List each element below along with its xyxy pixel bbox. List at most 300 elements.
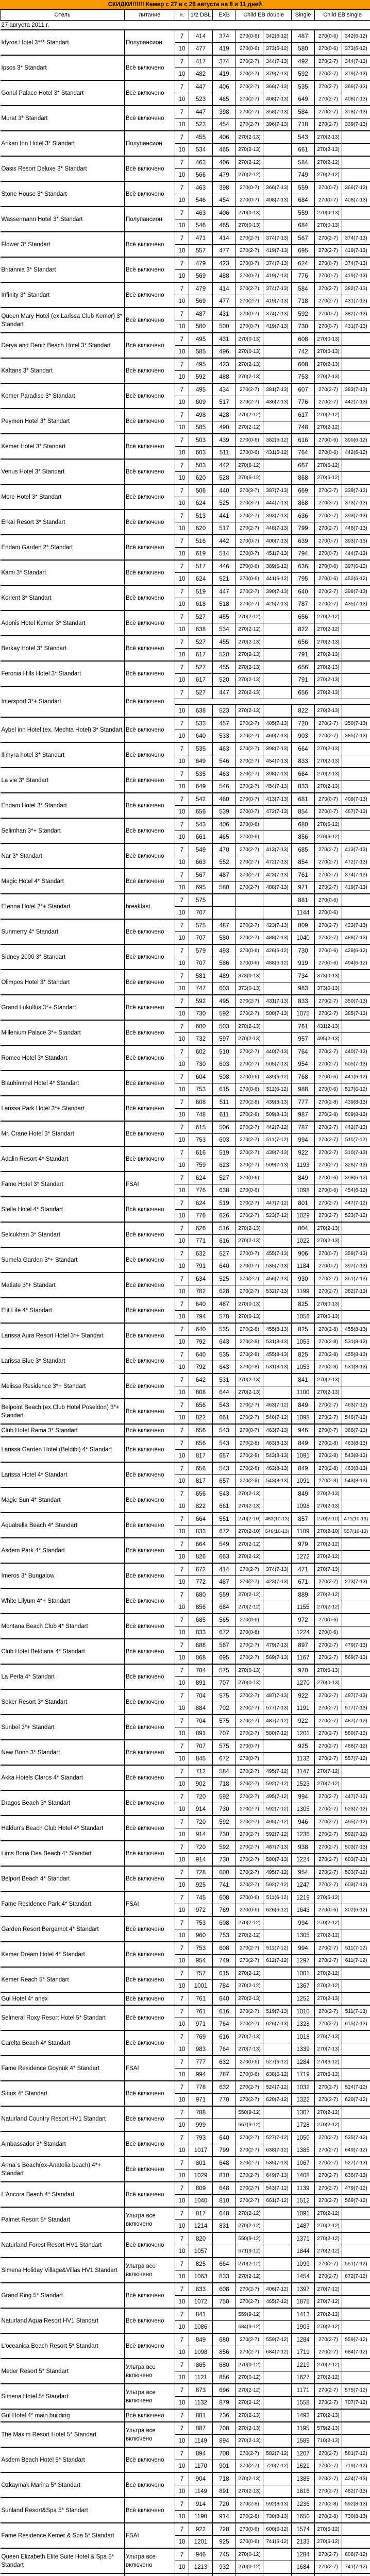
cell-half-dbl: 753 — [189, 1917, 213, 1929]
cell-single: 925 — [292, 1740, 315, 1753]
cell-exb: 465 — [213, 144, 236, 157]
table-row — [1, 919, 370, 932]
cell-child-eb-single-2 — [342, 636, 370, 649]
cell-exb: 567 — [213, 1639, 236, 1652]
cell-child-eb-single-2 — [342, 768, 370, 781]
hotel-name: Fame Residence Goynuk 4* Standart — [1, 2056, 125, 2081]
cell-child-eb-single-1: 270(2-13) — [315, 1487, 342, 1500]
hotel-name: Grand Ring 5* Standart — [1, 2283, 125, 2308]
cell-child-eb-double-1: 270(2-8) — [236, 1336, 263, 1349]
cell-child-eb-double-1: 270(2-12) — [236, 409, 263, 421]
cell-single: 889 — [292, 1588, 315, 1601]
cell-half-dbl: 581 — [189, 970, 213, 982]
table-row — [1, 1146, 370, 1159]
cell-child-eb-single-2 — [342, 686, 370, 699]
cell-single: 809 — [292, 919, 315, 932]
cell-exb: 423 — [213, 358, 236, 371]
cell-nights: 10 — [175, 1260, 189, 1273]
cell-child-eb-single-2: 413(7-13) — [342, 843, 370, 856]
cell-child-eb-single-1: 270(2-7) — [315, 1058, 342, 1071]
cell-exb: 508 — [213, 1071, 236, 1083]
cell-nights: 10 — [175, 2511, 189, 2523]
cell-nights: 10 — [175, 2561, 189, 2574]
cell-half-dbl: 922 — [189, 2523, 213, 2536]
hotel-name: Ambassador 3* Standart — [1, 2131, 125, 2157]
cell-nights: 7 — [175, 1121, 189, 1134]
hotel-name: The Maxim Resort Hotel 5* Standart — [1, 2422, 125, 2447]
hotel-name: Ipsos 3* Standart — [1, 55, 125, 80]
cell-child-eb-single-1: 270(2-7) — [315, 245, 342, 258]
table-row — [1, 2573, 370, 2576]
meal-plan: Ультра все включено — [125, 2422, 175, 2447]
cell-child-eb-double-2: 423(7-13) — [263, 869, 292, 882]
cell-nights: 7 — [175, 2106, 189, 2119]
cell-single: 748 — [292, 421, 315, 434]
meal-plan: Всё включено — [125, 717, 175, 742]
table-row — [1, 1374, 370, 1386]
meal-plan: Всё включено — [125, 2106, 175, 2131]
cell-child-eb-double-1: 270(2-7) — [236, 2081, 263, 2094]
cell-single: 868 — [292, 472, 315, 485]
table-row — [1, 257, 370, 270]
cell-exb: 663 — [213, 1551, 236, 1564]
cell-child-eb-single-1: 270(2-7) — [315, 1159, 342, 1172]
cell-nights: 7 — [175, 944, 189, 957]
cell-child-eb-double-2: 511(7-12) — [263, 1134, 292, 1147]
cell-child-eb-single-2: 419(7-13) — [342, 245, 370, 258]
cell-child-eb-double-1: 270(0-6) — [236, 1071, 263, 1083]
cell-child-eb-single-1: 270(0-6) — [315, 573, 342, 586]
cell-child-eb-double-1: 270(2-7) — [236, 742, 263, 755]
cell-child-eb-single-1: 270(2-8) — [315, 1323, 342, 1336]
cell-child-eb-single-1: 270(0-6) — [315, 1184, 342, 1197]
cell-child-eb-single-2: 442(7-13) — [342, 396, 370, 409]
cell-child-eb-single-2 — [342, 2069, 370, 2081]
cell-child-eb-double-2 — [263, 649, 292, 662]
cell-child-eb-double-2 — [263, 2270, 292, 2283]
cell-single: 664 — [292, 768, 315, 781]
cell-child-eb-single-2 — [342, 705, 370, 718]
hotel-name: Simena Hotel 5* Standart — [1, 2384, 125, 2409]
cell-half-dbl: 616 — [189, 1146, 213, 1159]
cell-single: 559 — [292, 207, 315, 219]
cell-child-eb-single-1: 270(2-7) — [315, 1285, 342, 1298]
cell-half-dbl: 720 — [189, 1841, 213, 1854]
cell-nights: 7 — [175, 919, 189, 932]
table-row — [1, 2106, 370, 2119]
cell-nights: 7 — [175, 510, 189, 522]
cell-half-dbl: 626 — [189, 1222, 213, 1235]
cell-nights: 10 — [175, 1904, 189, 1917]
cell-nights: 10 — [175, 1803, 189, 1816]
cell-child-eb-single-1: 270(0-7) — [315, 1260, 342, 1273]
cell-half-dbl: 891 — [189, 1727, 213, 1740]
cell-single: 777 — [292, 1096, 315, 1109]
cell-nights: 7 — [175, 1020, 189, 1033]
table-row — [1, 1399, 370, 1412]
cell-single: 854 — [292, 806, 315, 819]
cell-single: 1109 — [292, 1526, 315, 1538]
cell-child-eb-single-1: 270(2-13) — [315, 131, 342, 144]
cell-child-eb-single-2: 517(6-12) — [342, 1083, 370, 1096]
cell-child-eb-double-2 — [263, 409, 292, 421]
table-row — [1, 1045, 370, 1058]
meal-plan: Всё включено — [125, 818, 175, 843]
cell-child-eb-single-1: 270(0-7) — [315, 270, 342, 283]
cell-child-eb-single-1: 270(2-7) — [315, 1210, 342, 1223]
cell-exb: 533 — [213, 730, 236, 743]
cell-single: 667 — [292, 459, 315, 472]
cell-child-eb-single-2 — [342, 1980, 370, 1993]
cell-single: 761 — [292, 1020, 315, 1033]
cell-child-eb-single-2 — [342, 2220, 370, 2233]
table-row — [1, 55, 370, 68]
cell-child-eb-double-2: 439(7-13) — [263, 1146, 292, 1159]
table-row — [1, 1298, 370, 1311]
cell-nights: 10 — [175, 1058, 189, 1071]
cell-nights: 10 — [175, 649, 189, 662]
cell-child-eb-double-1: 270(0-6) — [236, 1614, 263, 1626]
cell-nights: 7 — [175, 2157, 189, 2170]
cell-child-eb-single-1: 270(0-6) — [315, 434, 342, 447]
cell-child-eb-double-2: 463(8-13) — [263, 1462, 292, 1475]
cell-child-eb-double-2: 582(7-12) — [263, 2447, 292, 2460]
cell-half-dbl: 498 — [189, 409, 213, 421]
cell-child-eb-double-1: 270(2-7) — [236, 2283, 263, 2296]
cell-nights: 10 — [175, 2435, 189, 2448]
cell-child-eb-double-2 — [263, 1929, 292, 1942]
cell-exb: 644 — [213, 1386, 236, 1399]
hotel-name: Queen Elizabeth Elite Suite Hotel & Spa 5* Standart — [1, 2548, 125, 2573]
cell-child-eb-double-2: 463(7-13) — [263, 1424, 292, 1437]
table-row — [1, 1917, 370, 1929]
cell-single: 764 — [292, 447, 315, 460]
cell-half-dbl: 1149 — [189, 2485, 213, 2498]
cell-child-eb-double-1: 270(2-7) — [236, 245, 263, 258]
cell-child-eb-double-2: 408(7-13) — [263, 194, 292, 207]
cell-child-eb-double-2: 431(7-13) — [263, 995, 292, 1008]
cell-child-eb-single-1: 579(2-13) — [315, 2422, 342, 2435]
cell-single: 1367 — [292, 1980, 315, 1993]
cell-single: 1018 — [292, 2030, 315, 2043]
cell-child-eb-double-2 — [263, 2119, 292, 2132]
cell-nights: 10 — [175, 1134, 189, 1147]
cell-exb: 455 — [213, 611, 236, 623]
cell-child-eb-single-2 — [342, 1626, 370, 1639]
cell-child-eb-double-1: 270(0-6) — [236, 573, 263, 586]
cell-child-eb-double-2: 442(7-12) — [263, 1121, 292, 1134]
cell-child-eb-single-2: 487(7-13) — [342, 1689, 370, 1702]
cell-exb: 741 — [213, 1879, 236, 1892]
cell-exb: 616 — [213, 1235, 236, 1248]
cell-child-eb-single-2 — [342, 970, 370, 982]
cell-child-eb-single-2 — [342, 1033, 370, 1046]
meal-plan: Всё включено — [125, 742, 175, 768]
cell-child-eb-double-1: 270(2-7) — [236, 55, 263, 68]
cell-child-eb-single-1: 270(2-13) — [315, 686, 342, 699]
cell-child-eb-double-1: 270(2-7) — [236, 522, 263, 535]
table-row — [1, 459, 370, 472]
cell-child-eb-single-1: 270(2-7) — [315, 1803, 342, 1816]
cell-child-eb-single-1: 270(2-7) — [315, 1816, 342, 1828]
cell-half-dbl: 506 — [189, 484, 213, 497]
table-row — [1, 1563, 370, 1576]
meal-plan: Ультра все включено — [125, 2359, 175, 2384]
cell-child-eb-double-2: 592(7-12) — [263, 1778, 292, 1791]
cell-single: 1099 — [292, 2258, 315, 2270]
cell-nights: 7 — [175, 686, 189, 699]
cell-half-dbl: 777 — [189, 2056, 213, 2069]
cell-child-eb-single-1: 270(2-12) — [315, 1929, 342, 1942]
cell-exb: 439 — [213, 434, 236, 447]
hotel-name: Stella Hotel 4* Standart — [1, 1197, 125, 1222]
cell-child-eb-double-1: 270(2-7) — [236, 755, 263, 768]
cell-nights: 10 — [175, 1210, 189, 1223]
cell-child-eb-single-1: 270(2-7) — [315, 55, 342, 68]
cell-exb: 528 — [213, 472, 236, 485]
cell-child-eb-double-1: 270(2-12) — [236, 1917, 263, 1929]
cell-child-eb-double-2 — [263, 459, 292, 472]
cell-single: 1199 — [292, 1285, 315, 1298]
cell-child-eb-single-2: 488(7-12) — [342, 1740, 370, 1753]
cell-half-dbl: 624 — [189, 1172, 213, 1184]
table-row — [1, 2030, 370, 2043]
cell-exb: 521 — [213, 573, 236, 586]
cell-child-eb-double-1: 270(2-7) — [236, 106, 263, 118]
cell-child-eb-double-2 — [263, 2207, 292, 2220]
cell-nights: 7 — [175, 2056, 189, 2069]
cell-nights: 7 — [175, 1197, 189, 1210]
cell-child-eb-double-1: 270(2-7) — [236, 2182, 263, 2195]
cell-child-eb-single-2: 494(6-12) — [342, 957, 370, 970]
meal-plan: Всё включено — [125, 585, 175, 611]
cell-half-dbl: 873 — [189, 2384, 213, 2397]
cell-half-dbl: 925 — [189, 1879, 213, 1892]
cell-child-eb-single-2 — [342, 156, 370, 169]
cell-half-dbl: 649 — [189, 781, 213, 793]
hotel-name: Endam Hotel 3* Standart — [1, 793, 125, 818]
cell-exb: 531 — [213, 1374, 236, 1386]
cell-child-eb-double-2 — [263, 131, 292, 144]
cell-child-eb-double-1: 270(2-7) — [236, 1828, 263, 1841]
cell-child-eb-single-1: 270(2-12) — [315, 421, 342, 434]
cell-nights: 7 — [175, 2283, 189, 2296]
meal-plan: Полупансион — [125, 207, 175, 232]
cell-child-eb-double-2: 543(8-13) — [263, 1450, 292, 1463]
meal-plan: Всё включено — [125, 1664, 175, 1689]
cell-child-eb-single-2: 442(6-12) — [342, 447, 370, 460]
cell-half-dbl: 685 — [189, 1614, 213, 1626]
cell-single: 1305 — [292, 1803, 315, 1816]
cell-child-eb-single-1: 270(2-12) — [315, 409, 342, 421]
cell-half-dbl: 894 — [189, 2447, 213, 2460]
cell-child-eb-single-2: 358(7-13) — [342, 1247, 370, 1260]
cell-exb: 442 — [213, 535, 236, 548]
cell-child-eb-single-1: 270(2-7) — [315, 1197, 342, 1210]
cell-half-dbl: 712 — [189, 1765, 213, 1778]
cell-child-eb-single-2: 393(7-13) — [342, 535, 370, 548]
cell-exb: 708 — [213, 2422, 236, 2435]
cell-child-eb-single-2 — [342, 1929, 370, 1942]
cell-child-eb-double-2: 479(7-13) — [263, 1639, 292, 1652]
cell-child-eb-single-1: 270(2-10) — [315, 1526, 342, 1538]
cell-half-dbl: 826 — [189, 1551, 213, 1564]
cell-nights: 10 — [175, 2460, 189, 2473]
cell-half-dbl: 1213 — [189, 2561, 213, 2574]
cell-single: 1371 — [292, 2232, 315, 2245]
cell-half-dbl: 656 — [189, 1462, 213, 1475]
cell-single: 2133 — [292, 2536, 315, 2549]
cell-single: 849 — [292, 1462, 315, 1475]
cell-single: 749 — [292, 169, 315, 182]
table-row — [1, 1172, 370, 1184]
meal-plan: Всё включено — [125, 661, 175, 686]
cell-child-eb-single-2 — [342, 2119, 370, 2132]
cell-half-dbl: 604 — [189, 1071, 213, 1083]
cell-child-eb-single-1: 270(0-6) — [315, 894, 342, 907]
col-single: Single — [292, 10, 315, 21]
hotel-name: White Lilyum 4*+ Standart — [1, 1588, 125, 1614]
cell-nights: 10 — [175, 43, 189, 56]
cell-child-eb-single-2: 431(7-13) — [342, 295, 370, 308]
meal-plan: Всё включено — [125, 2157, 175, 2182]
cell-child-eb-single-2 — [342, 894, 370, 907]
cell-single: 994 — [292, 1790, 315, 1803]
cell-exb: 784 — [213, 1980, 236, 1993]
cell-exb: 891 — [213, 2485, 236, 2498]
hotel-name: Berkay Hotel 3* Standart — [1, 636, 125, 661]
cell-nights: 10 — [175, 1008, 189, 1021]
cell-single: 849 — [292, 1437, 315, 1450]
cell-nights: 10 — [175, 2296, 189, 2309]
cell-child-eb-single-2: 559(7-12) — [342, 2333, 370, 2346]
cell-nights: 7 — [175, 2422, 189, 2435]
cell-half-dbl: 649 — [189, 755, 213, 768]
cell-child-eb-double-2 — [263, 371, 292, 384]
cell-nights: 10 — [175, 396, 189, 409]
hotel-name: Larissa Aura Resort Hotel 3*+ Standart — [1, 1323, 125, 1348]
hotel-name: Ozkaymak Marina 5* Standart — [1, 2472, 125, 2498]
cell-child-eb-double-1: 270(2-7) — [236, 2296, 263, 2309]
meal-plan: Всё включено — [125, 919, 175, 944]
table-row — [1, 181, 370, 194]
cell-child-eb-double-1: 270(2-12) — [236, 1980, 263, 1993]
hotel-name: Murat 3* Standart — [1, 106, 125, 131]
cell-child-eb-single-1: 270(2-7) — [315, 93, 342, 106]
cell-child-eb-double-1: 270(0-13) — [236, 346, 263, 359]
cell-single: 742 — [292, 346, 315, 359]
cell-child-eb-double-1: 270(0-13) — [236, 333, 263, 346]
cell-exb: 592 — [213, 1816, 236, 1828]
cell-single: 685 — [292, 843, 315, 856]
cell-single: 922 — [292, 1689, 315, 1702]
cell-exb: 638 — [213, 1184, 236, 1197]
cell-child-eb-single-1: 270(2-7) — [315, 1828, 342, 1841]
meal-plan: Всё включено — [125, 1071, 175, 1096]
cell-child-eb-double-1: 270(2-8) — [236, 1323, 263, 1336]
cell-nights: 7 — [175, 535, 189, 548]
cell-nights: 7 — [175, 1967, 189, 1980]
cell-child-eb-double-1: 270(2-7) — [236, 2333, 263, 2346]
cell-child-eb-single-1: 270(7-12) — [315, 2296, 342, 2309]
cell-single: 971 — [292, 882, 315, 894]
table-row — [1, 1437, 370, 1450]
cell-exb: 487 — [213, 869, 236, 882]
cell-exb: 608 — [213, 1942, 236, 1955]
table-row — [1, 843, 370, 856]
cell-half-dbl: 603 — [189, 447, 213, 460]
cell-exb: 718 — [213, 2472, 236, 2485]
cell-child-eb-single-2: 649(7-12) — [342, 2144, 370, 2157]
cell-child-eb-double-1: 270(2-12) — [236, 2258, 263, 2270]
cell-child-eb-single-1: 270(7-13) — [315, 1563, 342, 1576]
cell-exb: 477 — [213, 245, 236, 258]
cell-exb — [213, 2232, 236, 2245]
cell-child-eb-single-1: 270(2-8) — [315, 1475, 342, 1488]
cell-half-dbl: 638 — [189, 623, 213, 636]
cell-child-eb-single-1: 270(2-8) — [315, 1462, 342, 1475]
meal-plan: FSAI — [125, 1891, 175, 1917]
cell-half-dbl: 471 — [189, 232, 213, 245]
cell-child-eb-single-1: 270(2-7) — [315, 856, 342, 869]
cell-child-eb-single-1: 270(2-8) — [315, 1437, 342, 1450]
cell-single: 1224 — [292, 1626, 315, 1639]
cell-child-eb-double-1: 270(2-7) — [236, 396, 263, 409]
cell-nights: 10 — [175, 1285, 189, 1298]
cell-nights: 10 — [175, 472, 189, 485]
cell-child-eb-single-2: 374(7-13) — [342, 869, 370, 882]
table-row — [1, 2472, 370, 2485]
cell-nights: 7 — [175, 333, 189, 346]
cell-child-eb-double-2: 580(7-13) — [263, 1854, 292, 1867]
cell-half-dbl: 417 — [189, 55, 213, 68]
meal-plan: Всё включено — [125, 1121, 175, 1146]
cell-nights: 7 — [175, 995, 189, 1008]
cell-nights: 7 — [175, 1424, 189, 1437]
table-row — [1, 717, 370, 730]
cell-half-dbl: 503 — [189, 459, 213, 472]
cell-single: 825 — [292, 1298, 315, 1311]
cell-child-eb-double-2: 569(7-13) — [263, 1652, 292, 1665]
cell-nights: 10 — [175, 118, 189, 131]
cell-child-eb-single-1: 270(2-12) — [315, 169, 342, 182]
meal-plan: Всё включено — [125, 156, 175, 181]
cell-child-eb-single-2 — [342, 1664, 370, 1677]
table-row — [1, 1992, 370, 2005]
hotel-name: Larissa Blue 3* Standart — [1, 1348, 125, 1374]
cell-nights: 10 — [175, 730, 189, 743]
cell-child-eb-double-2: 374(7-13) — [263, 282, 292, 295]
table-row — [1, 2359, 370, 2371]
cell-child-eb-single-2 — [342, 2283, 370, 2296]
cell-child-eb-double-2: 592(8-13) — [263, 2498, 292, 2511]
cell-child-eb-double-2 — [263, 661, 292, 674]
cell-half-dbl: 822 — [189, 1412, 213, 1425]
cell-child-eb-double-1: 270(2-7) — [236, 1563, 263, 1576]
cell-single: 979 — [292, 1538, 315, 1551]
cell-half-dbl: 884 — [189, 1702, 213, 1715]
cell-child-eb-double-2: 527(7-12) — [263, 2131, 292, 2144]
cell-half-dbl: 707 — [189, 1740, 213, 1753]
cell-child-eb-single-1: 270(0-13) — [315, 207, 342, 219]
cell-exb: 616 — [213, 2005, 236, 2018]
cell-child-eb-double-2 — [263, 686, 292, 699]
cell-nights: 7 — [175, 2498, 189, 2511]
cell-half-dbl: 817 — [189, 2207, 213, 2220]
cell-nights: 7 — [175, 1715, 189, 1727]
cell-single: 1328 — [292, 2018, 315, 2031]
cell-nights: 10 — [175, 1753, 189, 1766]
